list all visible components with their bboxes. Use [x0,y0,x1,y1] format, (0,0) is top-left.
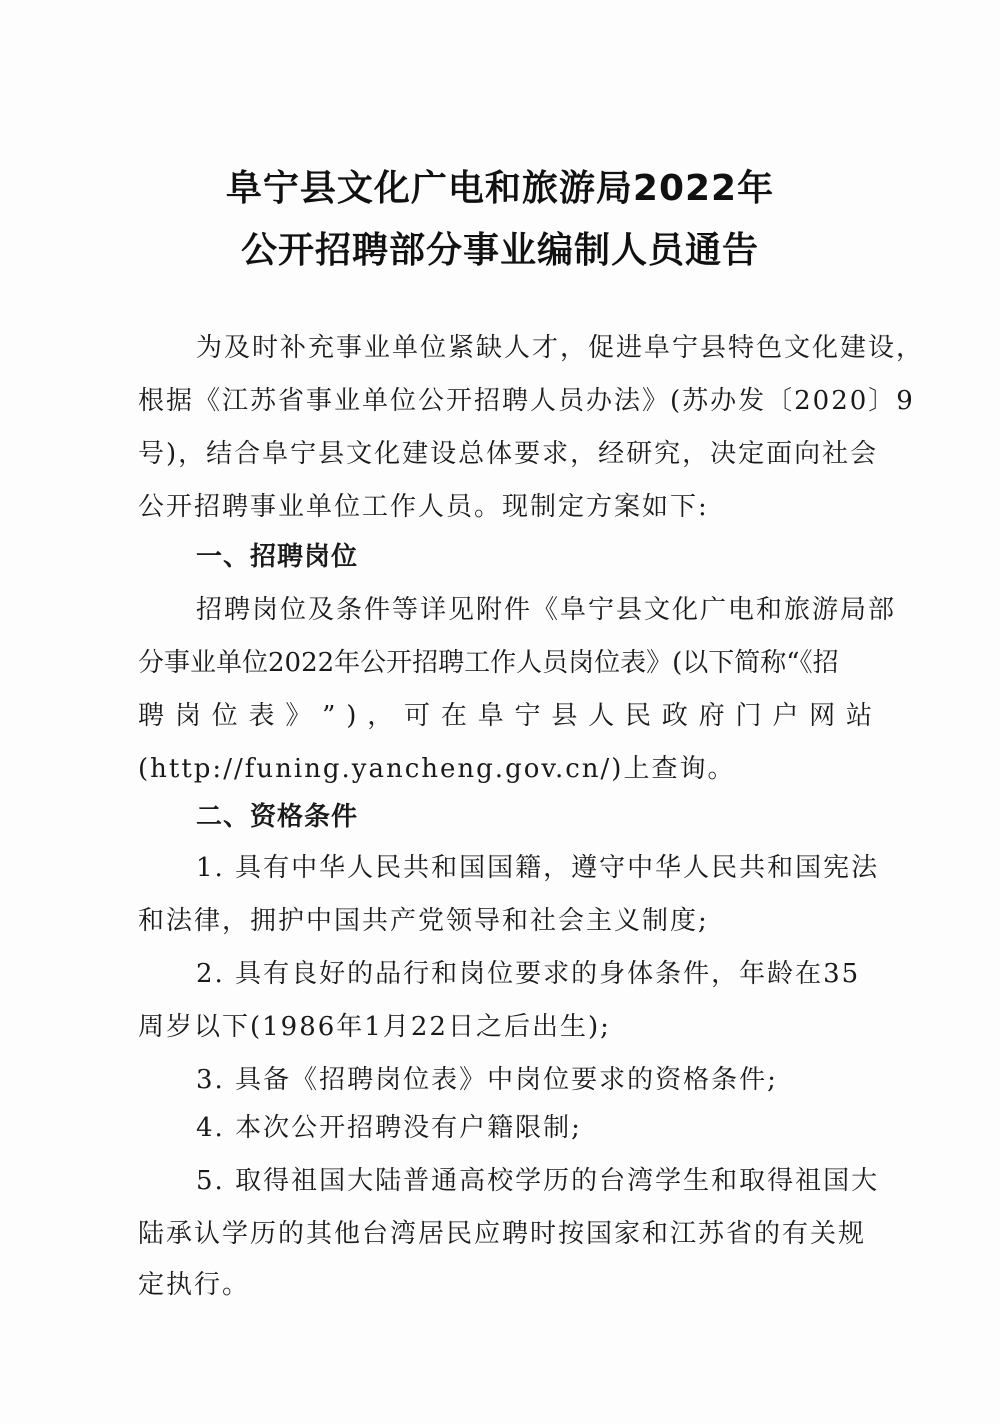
intro-line-2: 根据《江苏省事业单位公开招聘人员办法》(苏办发〔2020〕9 [138,386,915,416]
condition-2-line-1: 2. 具有良好的品行和岗位要求的身体条件，年龄在35 [196,959,861,989]
condition-4: 4. 本次公开招聘没有户籍限制; [196,1113,582,1143]
condition-2-line-2: 周岁以下(1986年1月22日之后出生); [138,1012,611,1042]
condition-5-line-3: 定执行。 [138,1270,251,1300]
condition-3: 3. 具备《招聘岗位表》中岗位要求的资格条件; [196,1065,778,1095]
section-1-line-1: 招聘岗位及条件等详见附件《阜宁县文化广电和旅游局部 [196,595,897,625]
document-title-line-2: 公开招聘部分事业编制人员通告 [240,230,759,271]
intro-line-4: 公开招聘事业单位工作人员。现制定方案如下: [138,492,709,522]
spread-char: 表 [248,701,275,731]
spread-char: 阜 [477,701,504,731]
section-1-heading: 一、招聘岗位 [196,542,359,572]
intro-line-1: 为及时补充事业单位紧缺人才，促进阜宁县特色文化建设， [196,333,925,363]
spread-char: 县 [551,701,578,731]
spread-char: 府 [698,701,725,731]
section-1-url-line: (http://funing.yancheng.gov.cn/)上查询。 [138,754,736,784]
section-2-heading: 二、资格条件 [196,802,359,832]
document-title-line-1: 阜宁县文化广电和旅游局2022年 [225,168,775,209]
spread-char: 》 [285,701,312,731]
section-1-line-3 [138,699,872,733]
spread-char: 聘 [138,701,165,731]
spread-char: ” [322,701,336,731]
spread-char: 位 [211,701,238,731]
spread-char: 人 [588,701,615,731]
condition-5-line-2: 陆承认学历的其他台湾居民应聘时按国家和江苏省的有关规 [138,1219,867,1249]
condition-1-line-2: 和法律，拥护中国共产党领导和社会主义制度; [138,906,709,936]
spread-char: 站 [845,701,872,731]
section-1-line-2: 分事业单位2022年公开招聘工作人员岗位表》(以下简称“《招 [138,648,839,678]
spread-char: 政 [661,701,688,731]
spread-char: 可 [404,701,431,731]
spread-char: 门 [735,701,762,731]
intro-line-3: 号)，结合阜宁县文化建设总体要求，经研究，决定面向社会 [138,439,879,469]
condition-1-line-1: 1. 具有中华人民共和国国籍，遵守中华人民共和国宪法 [196,853,880,883]
spread-char: 户 [772,701,799,731]
spread-char: 宁 [514,701,541,731]
spread-char: 民 [625,701,652,731]
spread-char: ， [367,701,394,731]
spread-char: 网 [809,701,836,731]
spread-char: ) [346,701,357,731]
condition-5-line-1: 5. 取得祖国大陆普通高校学历的台湾学生和取得祖国大 [196,1166,880,1196]
spread-char: 岗 [174,701,201,731]
spread-char: 在 [440,701,467,731]
